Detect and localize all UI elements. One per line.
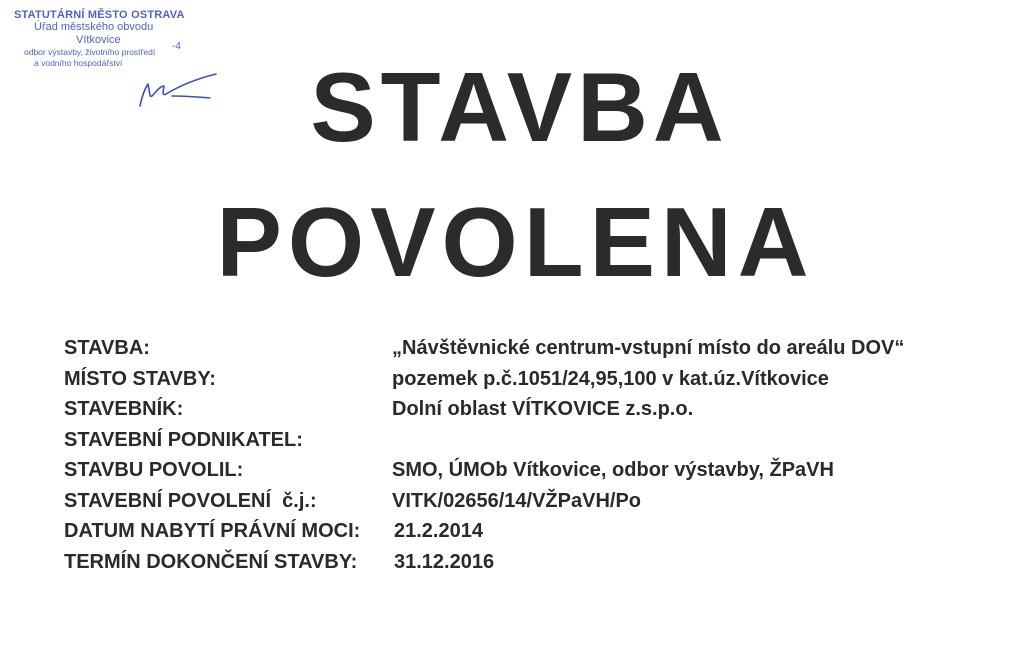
construction-info [64, 336, 1004, 580]
value-stavebnik: Dolní oblast VÍTKOVICE z.s.p.o. [392, 398, 694, 420]
label-stavba: STAVBA: [64, 337, 150, 359]
info-row-stavebni-povoleni [64, 489, 1004, 520]
info-row-stavbu-povolil [64, 458, 1004, 489]
info-row-termin-dokonceni [64, 550, 1004, 581]
value-datum-nabyti: 21.2.2014 [394, 520, 483, 542]
value-stavba: „Návštěvnické centrum-vstupní místo do areálu DOV“ [392, 337, 905, 359]
label-misto-stavby: MÍSTO STAVBY: [64, 367, 216, 390]
headline-stavba: STAVBA [310, 52, 729, 162]
info-row-stavebni-podnikatel [64, 428, 1004, 459]
value-misto-stavby: pozemek p.č.1051/24,95,100 v kat.úz.Vítkovice [392, 367, 829, 390]
label-stavebni-povoleni: STAVEBNÍ POVOLENÍ č.j.: [64, 489, 317, 512]
label-stavbu-povolil: STAVBU POVOLIL: [64, 459, 244, 481]
stamp-department: odbor výstavby, životního prostředí [24, 47, 156, 57]
stamp-district: Vítkovice [76, 34, 121, 46]
label-stavebni-podnikatel: STAVEBNÍ PODNIKATEL: [64, 428, 303, 451]
value-termin-dokonceni: 31.12.2016 [394, 550, 495, 573]
stamp-department-2: a vodního hospodářství [34, 58, 123, 68]
value-stavbu-povolil: SMO, ÚMOb Vítkovice, odbor výstavby, ŽPaVH [392, 459, 834, 481]
value-stavebni-povoleni: VITK/02656/14/VŽPaVH/Po [392, 489, 642, 512]
headline-povolena: POVOLENA [216, 187, 815, 297]
info-row-datum-nabyti [64, 519, 1004, 550]
info-row-stavba [64, 336, 1004, 367]
info-row-misto-stavby [64, 367, 1004, 398]
label-stavebnik: STAVEBNÍK: [64, 398, 184, 420]
stamp-city: STATUTÁRNÍ MĚSTO OSTRAVA [14, 9, 185, 21]
stamp-mark: -4 [172, 41, 181, 52]
info-row-stavebnik [64, 397, 1004, 428]
stamp-office: Úřad městského obvodu [34, 21, 154, 33]
label-datum-nabyti: DATUM NABYTÍ PRÁVNÍ MOCI: [64, 520, 361, 542]
label-termin-dokonceni: TERMÍN DOKONČENÍ STAVBY: [64, 550, 358, 573]
